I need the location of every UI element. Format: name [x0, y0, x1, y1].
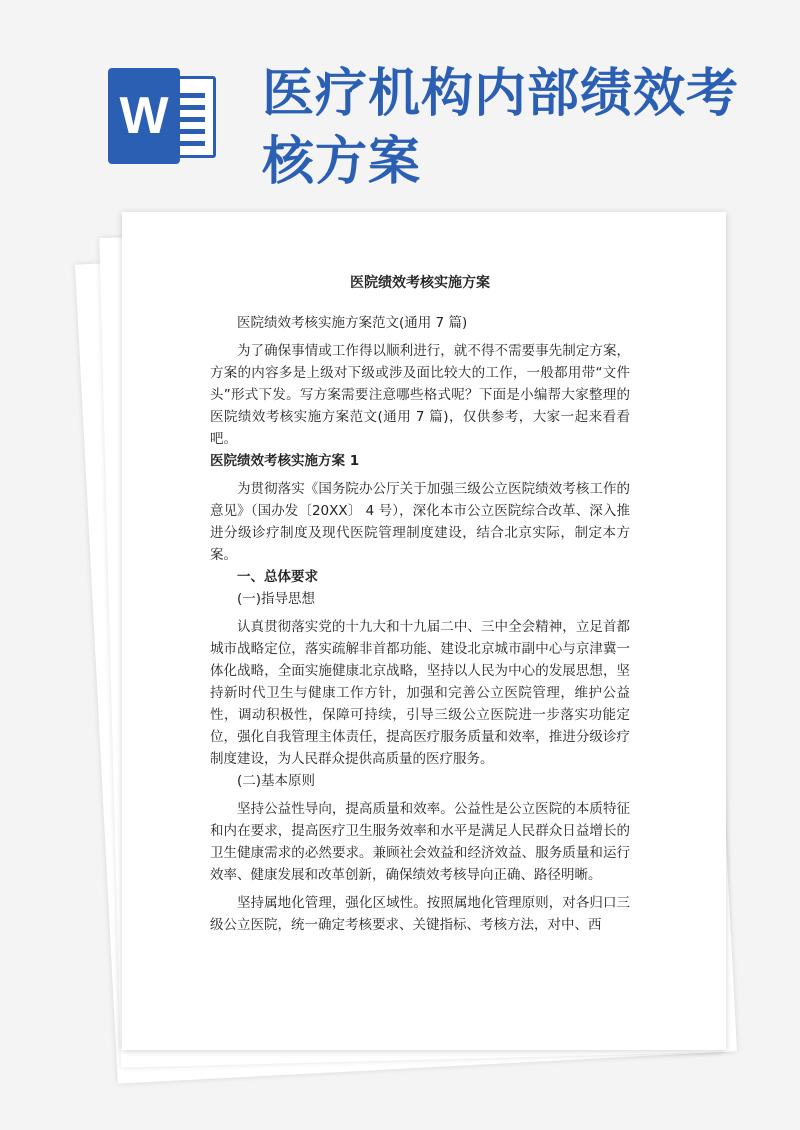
paragraph-intro: 为了确保事情或工作得以顺利进行，就不得不需要事先制定方案，方案的内容多是上级对下级或涉及面比较大的工作，一般都用带“文件头”形式下发。写方案需要注意哪些格式呢？下面是小编帮大家整理的医院绩效考核实施方案范文(通用 7 篇)，仅供参考，大家一起来看看吧。 [210, 343, 630, 447]
subsection-basic-principles: (二)基本原则 [237, 773, 316, 789]
document-body [210, 272, 630, 936]
word-badge: W [108, 68, 180, 164]
paragraph-basis: 为贯彻落实《国务院办公厅关于加强三级公立医院绩效考核工作的意见》（国办发〔20XX〕 4 号），深化本市公立医院综合改革、深入推进分级诊疗制度及现代医院管理制度建设，结合北京实际，制定本方案。 [210, 481, 630, 563]
section-heading-1: 医院绩效考核实施方案 1 [210, 453, 360, 469]
paragraph-subtitle: 医院绩效考核实施方案范文(通用 7 篇) [237, 315, 468, 331]
section-general-requirements: 一、总体要求 [237, 569, 318, 585]
document-heading: 医院绩效考核实施方案 [350, 275, 490, 291]
paragraph-principle-public: 坚持公益性导向，提高质量和效率。公益性是公立医院的本质特征和内在要求，提高医疗卫生服务效率和水平是满足人民群众日益增长的卫生健康需求的必然要求。兼顾社会效益和经济效益、服务质量和运行效率、健康发展和改革创新，确保绩效考核导向正确、路径明晰。 [210, 801, 630, 883]
document-page [122, 212, 726, 1050]
paragraph-principle-territorial: 坚持属地化管理，强化区域性。按照属地化管理原则，对各归口三级公立医院，统一确定考核要求、关键指标、考核方法，对中、西 [210, 895, 630, 933]
subsection-guiding-thought: (一)指导思想 [237, 591, 316, 607]
word-logo [108, 68, 220, 164]
paragraph-guiding-thought: 认真贯彻落实党的十九大和十九届二中、三中全会精神，立足首都城市战略定位，落实疏解非首都功能、建设北京城市副中心与京津冀一体化战略，全面实施健康北京战略，坚持以人民为中心的发展思想，坚持新时代卫生与健康工作方针，加强和完善公立医院管理，维护公益性，调动积极性，保障可持续，引导三级公立医院进一步落实功能定位，强化自我管理主体责任，提高医疗服务质量和效率，推进分级诊疗制度建设，为人民群众提供高质量的医疗服务。 [210, 619, 630, 767]
banner-title: 医疗机构内部绩效考核方案 [262, 63, 740, 192]
